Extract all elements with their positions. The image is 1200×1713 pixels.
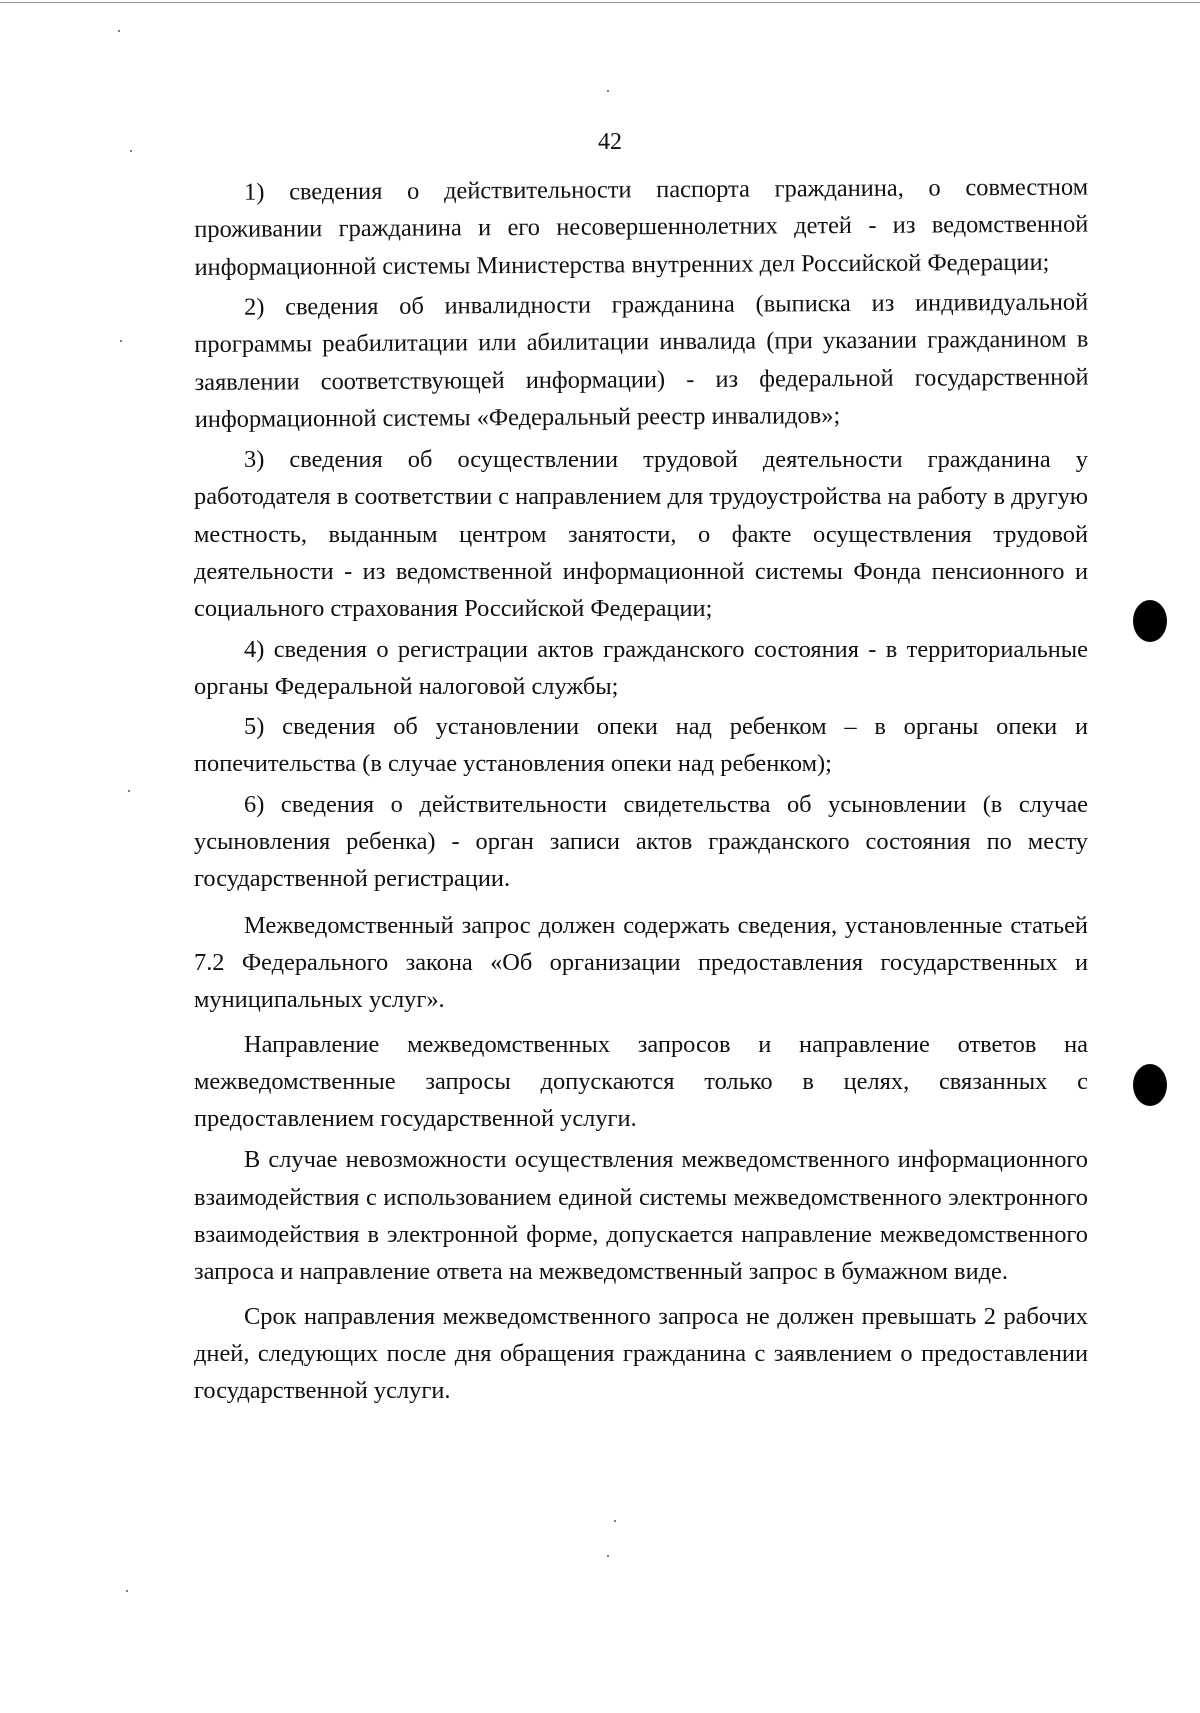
scan-speck [130,150,132,152]
scan-speck [614,1520,616,1522]
scan-speck [126,1590,128,1592]
punch-hole-lower [1133,1064,1167,1106]
punch-hole-upper [1133,600,1167,642]
paragraph-item-6: 6) сведения о действительности свидетельства об усыновлении (в случае усыновления ребенка) - орган записи актов гражданского состояния по месту государственной регистрации. [194,790,1088,893]
scan-speck [607,90,609,92]
paragraph-paper-form: В случае невозможности осуществления межведомственного информационного взаимодействия с использованием единой системы межведомственного электронного взаимодействия в электронной форме, допускается направление межведомственного запроса и направление ответа на межведомственный запрос в бумажном виде. [194,1146,1088,1286]
paragraph-request-deadline: Срок направления межведомственного запроса не должен превышать 2 рабочих дней, следующих после дня обращения гражданина с заявлением о предоставлении государственной услуги. [194,1302,1088,1405]
scan-speck [128,790,130,792]
paragraph-item-1: 1) сведения о действительности паспорта гражданина, о совместном проживании гражданина и его несовершеннолетних детей - из ведомственной информационной системы Министерства внутренних дел Российской Федерации; [194,173,1089,281]
paragraph-request-purpose: Направление межведомственных запросов и направление ответов на межведомственные запросы допускаются только в целях, связанных с предоставлением государственной услуги. [194,1030,1088,1133]
page-number: 42 [598,129,622,155]
scan-speck [607,1555,609,1557]
scan-speck [120,340,122,342]
paragraph-interagency-request: Межведомственный запрос должен содержать сведения, установленные статьей 7.2 Федерального закона «Об организации предоставления государственных и муниципальных услуг». [194,911,1088,1014]
document-body [194,174,1088,1410]
scan-top-edge [0,2,1200,3]
paragraph-item-2: 2) сведения об инвалидности гражданина (выписка из индивидуальной программы реабилитации или абилитации инвалида (при указании гражданином в заявлении соответствующей информации) - из федеральной государственной информационной системы «Федеральный реестр инвалидов»; [194,288,1089,433]
paragraph-item-4: 4) сведения о регистрации актов гражданского состояния - в территориальные органы Федеральной налоговой службы; [194,635,1088,700]
scan-speck [118,30,120,32]
paragraph-item-5: 5) сведения об установлении опеки над ребенком – в органы опеки и попечительства (в случае установления опеки над ребенком); [194,713,1088,778]
paragraph-item-3: 3) сведения об осуществлении трудовой деятельности гражданина у работодателя в соответствии с направлением для трудоустройства на работу в другую местность, выданным центром занятости, о факте осуществления трудовой деятельности - из ведомственной информационной системы Фонда пенсионного и социального страхования Российской Федерации; [194,446,1088,623]
